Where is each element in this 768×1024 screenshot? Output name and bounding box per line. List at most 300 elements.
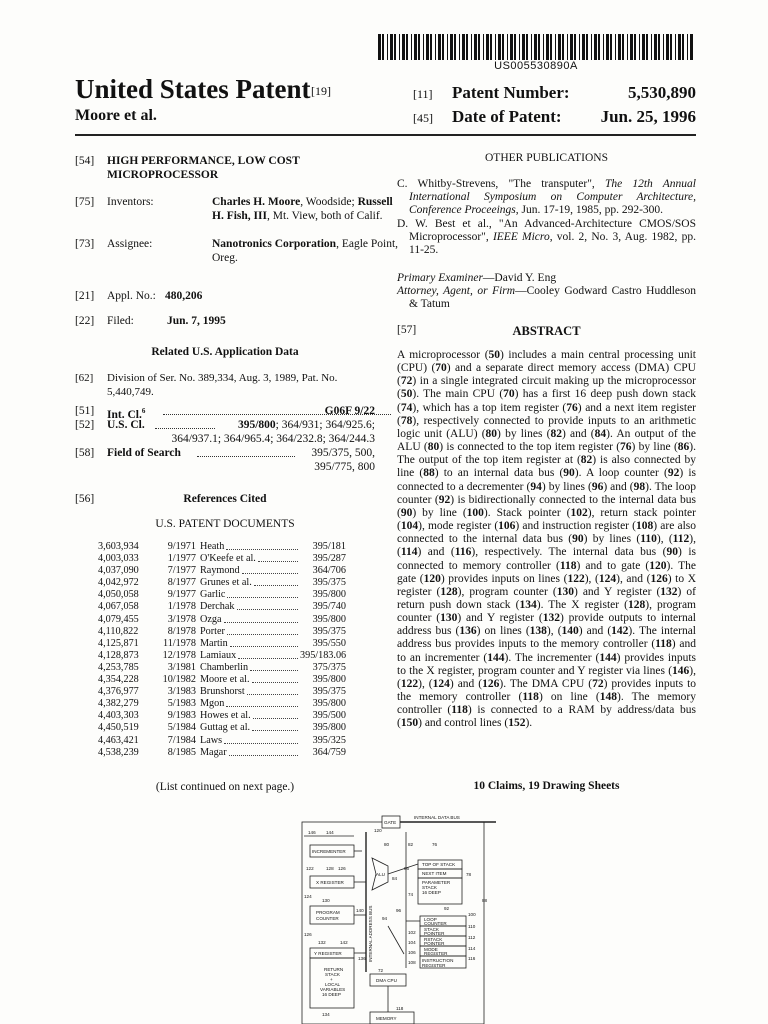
- patent-number-cell: 4,376,977: [98, 686, 139, 698]
- field-code: [51]: [75, 405, 95, 417]
- dot-leader: [224, 614, 299, 623]
- barcode-bar: [546, 34, 549, 60]
- barcode-bar: [394, 34, 396, 60]
- patent-date-cell: 9/1977: [167, 589, 196, 601]
- ref-numeral: 142: [340, 940, 348, 945]
- barcode-bar: [555, 34, 556, 60]
- ref-numeral: 140: [356, 908, 364, 913]
- parameter-stack-label: STACK: [422, 885, 437, 890]
- ref-numeral: 132: [318, 940, 326, 945]
- barcode-bar: [663, 34, 664, 60]
- barcode-bar: [390, 34, 393, 60]
- table-row: [98, 698, 346, 710]
- dot-leader: [237, 601, 298, 610]
- barcode-bar: [622, 34, 624, 60]
- patent-date-cell: 12/1978: [162, 649, 196, 661]
- patent-inventor-cell: [200, 698, 300, 710]
- barcode-bar: [430, 34, 432, 60]
- internal-address-bus-label: INTERNAL ADDRESS BUS: [368, 905, 373, 962]
- barcode-bar: [606, 34, 609, 60]
- patent-number-cell: 4,050,058: [98, 589, 139, 601]
- internal-data-bus-label: INTERNAL DATA BUS: [414, 815, 460, 820]
- inventor-name: Grunes et al.: [200, 577, 252, 589]
- table-row: [98, 662, 346, 674]
- patent-references-table: [98, 541, 346, 759]
- barcode-bar: [603, 34, 604, 60]
- return-stack-label: RETURN: [324, 967, 344, 972]
- barcode-bar: [591, 34, 592, 60]
- patent-date-row: [413, 107, 696, 127]
- dot-leader: [258, 553, 298, 562]
- patent-number-code: [11]: [413, 87, 433, 101]
- barcode-bar: [507, 34, 508, 60]
- patent-date-cell: 9/1983: [167, 710, 196, 722]
- inventor-name: Raymond: [200, 565, 240, 577]
- inventor-name: Martin: [200, 637, 228, 649]
- gate-label: GATE: [384, 820, 397, 825]
- patent-number-cell: 4,450,519: [98, 722, 139, 734]
- ref-numeral: 84: [392, 876, 398, 881]
- program-counter-box: [310, 906, 354, 924]
- patent-inventor-cell: [200, 674, 300, 686]
- dot-leader: [252, 674, 298, 683]
- division-text: 5,440,749.: [107, 385, 154, 398]
- barcode-bar: [459, 34, 460, 60]
- barcode-bar: [399, 34, 400, 60]
- inventor-name: Howes et al.: [200, 710, 251, 722]
- ref-numeral: 122: [306, 866, 314, 871]
- patent-class-cell: 395/800: [312, 589, 346, 601]
- inventor-name: O'Keefe et al.: [200, 553, 256, 565]
- field-label: Assignee:: [107, 238, 153, 250]
- patent-class-cell: 395/375: [312, 625, 346, 637]
- barcode-bar: [658, 34, 660, 60]
- dot-leader: [226, 541, 298, 550]
- barcode-bar: [406, 34, 408, 60]
- patent-date-cell: 5/1984: [167, 722, 196, 734]
- table-row: [98, 541, 346, 553]
- patent-date-cell: 8/1978: [167, 625, 196, 637]
- connector: [388, 926, 404, 954]
- alu-label: ALU: [376, 872, 385, 877]
- return-stack-label: VARIABLES: [320, 987, 346, 992]
- us-cl-value: ; 364/931; 364/925.6;: [275, 419, 375, 431]
- inventor-name: Porter: [200, 625, 225, 637]
- table-row: [98, 565, 346, 577]
- field-code: [58]: [75, 447, 95, 459]
- instruction-register-label: REGISTER: [422, 963, 446, 968]
- publication-entry: [397, 178, 696, 218]
- ref-numeral: 112: [468, 935, 476, 940]
- barcode-bar: [646, 34, 648, 60]
- patent-date-cell: 3/1981: [167, 661, 196, 673]
- ref-numeral: 74: [408, 892, 414, 897]
- assignee-location: Oreg.: [212, 251, 238, 264]
- patent-number-cell: 4,079,455: [98, 613, 139, 625]
- dot-leader: [229, 747, 298, 756]
- field-code: [75]: [75, 196, 95, 208]
- inventor-name: H. Fish, III: [212, 209, 267, 222]
- patent-number-cell: 4,128,873: [98, 649, 139, 661]
- patent-inventor-cell: [200, 722, 300, 734]
- patent-number-cell: 4,354,228: [98, 674, 139, 686]
- dot-leader: [238, 650, 298, 659]
- dot-leader: [224, 735, 298, 744]
- inventor-name: Mgon: [200, 698, 225, 710]
- barcode-bar: [654, 34, 657, 60]
- return-stack-label: STACK: [325, 972, 340, 977]
- ref-numeral: 92: [444, 906, 450, 911]
- parameter-stack-label: 16 DEEP: [422, 890, 441, 895]
- dot-leader: [247, 686, 298, 695]
- ref-numeral: 104: [408, 940, 416, 945]
- barcode-bar: [598, 34, 600, 60]
- barcode-bar: [510, 34, 513, 60]
- pub-author-title: D. W. Best et al., "An Advanced-Architecture CMOS/SOS Microprocessor",: [397, 217, 696, 243]
- memory-label: MEMORY: [376, 1016, 397, 1021]
- barcode-bar: [594, 34, 597, 60]
- patent-date-cell: 3/1983: [167, 686, 196, 698]
- field-label: Field of Search: [107, 447, 181, 459]
- barcode-bar: [478, 34, 480, 60]
- patent-number-cell: 4,003,033: [98, 553, 139, 565]
- patent-class-cell: 395/800: [312, 722, 346, 734]
- inventor-name: Guttag et al.: [200, 722, 251, 734]
- patent-number-cell: 4,067,058: [98, 601, 139, 613]
- other-pubs-list: [397, 178, 696, 257]
- parameter-stack-label: PARAMETER: [422, 880, 451, 885]
- patent-class-cell: 395/740: [312, 601, 346, 613]
- patent-class-cell: 375/375: [312, 661, 346, 673]
- publication-entry: [397, 218, 696, 258]
- barcode-bar: [615, 34, 616, 60]
- ref-numeral: 120: [374, 828, 382, 833]
- patent-class-cell: 395/287: [312, 553, 346, 565]
- barcode-bar: [678, 34, 681, 60]
- ref-numeral: 72: [378, 968, 384, 973]
- ref-numeral: 130: [322, 898, 330, 903]
- barcode-bar: [426, 34, 429, 60]
- barcode-bar: [582, 34, 585, 60]
- ref-numeral: 102: [408, 930, 416, 935]
- ref-numeral: 108: [408, 960, 416, 965]
- barcode-bar: [534, 34, 537, 60]
- patent-number: 5,530,890: [628, 83, 696, 102]
- barcode-bar: [402, 34, 405, 60]
- loop-counter-label: COUNTER: [424, 921, 447, 926]
- dot-leader: [253, 710, 298, 719]
- table-row: [98, 638, 346, 650]
- barcode-bar: [538, 34, 540, 60]
- barcode-bar: [522, 34, 525, 60]
- inventor-name: Charles H. Moore: [212, 196, 301, 208]
- field-label: Int. Cl.: [107, 408, 142, 421]
- patent-class-cell: 395/183.06: [300, 649, 347, 661]
- barcode-bar: [498, 34, 501, 60]
- ref-numeral: 126: [304, 932, 312, 937]
- ref-numeral: 80: [384, 842, 390, 847]
- pub-venue: IEEE Micro: [492, 230, 550, 243]
- patent-class-cell: 395/375: [312, 686, 346, 698]
- barcode-bar: [642, 34, 645, 60]
- dot-leader: [155, 419, 215, 429]
- patent-date-cell: 8/1977: [167, 577, 196, 589]
- ref-numeral: 78: [466, 872, 472, 877]
- invention-title-line2: MICROPROCESSOR: [107, 168, 219, 181]
- patent-class-cell: 395/181: [312, 541, 346, 552]
- block-diagram: [296, 812, 536, 1024]
- patent-class-cell: 395/500: [312, 710, 346, 722]
- barcode-bar: [466, 34, 468, 60]
- pub-venue: The 12th Annual International Symposium on Computer Architecture, Conference Proceeings: [409, 178, 696, 217]
- attorney-label: Attorney, Agent, or Firm: [397, 285, 516, 298]
- abstract-body: [397, 349, 696, 731]
- patent-class-cell: 395/800: [312, 674, 346, 686]
- patent-inventor-cell: [200, 577, 300, 589]
- barcode-bar: [435, 34, 436, 60]
- patent-date: Jun. 25, 1996: [600, 107, 696, 126]
- assignee-location: , Eagle Point,: [336, 238, 399, 250]
- table-row: [98, 601, 346, 613]
- barcode-bar: [558, 34, 561, 60]
- ref-numeral: 118: [396, 1006, 404, 1011]
- barcode-bar: [442, 34, 444, 60]
- patent-number-cell: 4,110,822: [98, 625, 139, 637]
- barcode-bar: [670, 34, 672, 60]
- field-code: [21]: [75, 290, 95, 302]
- mode-register-label: MODE: [424, 947, 438, 952]
- barcode-bar: [414, 34, 417, 60]
- patent-inventor-cell: [200, 589, 300, 601]
- examiner-label: Primary Examiner: [397, 272, 483, 284]
- barcode-bar: [382, 34, 384, 60]
- dot-leader: [227, 626, 298, 635]
- pub-author-title: C. Whitby-Strevens, "The transputer",: [397, 178, 605, 190]
- table-row: [98, 589, 346, 601]
- program-counter-label: COUNTER: [316, 916, 339, 921]
- us-docs-heading: U.S. PATENT DOCUMENTS: [155, 518, 295, 530]
- inventor-name: Lamiaux: [200, 649, 237, 661]
- barcode-bar: [514, 34, 516, 60]
- examiner-name: —David Y. Eng: [482, 272, 557, 284]
- other-pubs-heading: OTHER PUBLICATIONS: [485, 152, 608, 164]
- patent-inventor-cell: [200, 747, 300, 759]
- program-counter-label: PROGRAM: [316, 910, 340, 915]
- primary-examiner: [397, 272, 696, 285]
- patent-number-cell: 4,042,972: [98, 577, 139, 589]
- barcode-bar: [471, 34, 472, 60]
- barcode-bar: [543, 34, 544, 60]
- barcode-bar: [447, 34, 448, 60]
- patent-date-cell: 8/1985: [167, 746, 196, 758]
- document-title: United States Patent: [75, 74, 311, 104]
- field-code: [62]: [75, 372, 94, 384]
- pub-details: , vol. 2, No. 3, Aug. 1982, pp. 11-25.: [409, 230, 696, 257]
- barcode-bar: [462, 34, 465, 60]
- barcode-bar: [378, 34, 381, 60]
- attorney-name: —Cooley Godward Castro Huddleson & Tatum: [409, 285, 696, 311]
- ref-numeral: 126: [338, 866, 346, 871]
- division-text: Division of Ser. No. 389,334, Aug. 3, 1989, Pat. No.: [107, 372, 338, 384]
- patent-number-cell: 4,463,421: [98, 734, 139, 746]
- barcode-bar: [586, 34, 588, 60]
- abstract-text: A microprocessor (50) includes a main central processing unit (CPU) (70) and a separate direct memory access (DMA) CPU (72) in a single integrated circuit making up the microprocessor (50). The main CPU (70) has a first 16 deep push down stack (74), which has a top item register (76) and a next item register (78), respectively connected to provide inputs to an arithmetic logic unit (ALU) (80) by lines (82) and (84). An output of the ALU (80) is connected to the top item register (76) by line (86). The output of the top item register at (82) is also connected by line (88) to an internal data bus (90). A loop counter (92) is connected to a decrementer (94) by lines (96) and (98). The loop counter (92) is bidirectionally connected to the internal data bus (90) by line (100). Stack pointer (102), return stack pointer (104), mode register (106) and instruction register (108) are also connected to the internal data bus (90) by lines (110), (112), (114) and (116), respectively. The internal data bus (90) is connected to memory controller (118) and to gate (120). The gate (120) provides inputs on lines (122), (124), and (126) to X register (128), program counter (130) and Y register (132) of return push down stack (134). The X register (128), program counter (130) and Y register (132) provide outputs to internal address bus (136) on lines (138), (140) and (142). The internal address bus provides inputs to the memory controller (118) and to an incrementer (144). The incrementer (144) provides inputs to the X register, program counter and Y register via lines (146), (122), (124) and (126). The DMA CPU (72) provides inputs to the memory controller (118) on line (148). The memory controller (118) is connected to a RAM by address/data bus (150) and control lines (152).: [397, 349, 697, 730]
- ref-numeral: 88: [482, 898, 488, 903]
- pub-details: , Jun. 17-19, 1985, pp. 292-300.: [515, 204, 664, 217]
- patent-number-cell: 4,538,239: [98, 746, 139, 758]
- barcode-bar: [690, 34, 693, 60]
- patent-date-cell: 1/1977: [167, 553, 196, 565]
- barcode-bar: [562, 34, 564, 60]
- patent-number-cell: 4,125,871: [98, 637, 139, 649]
- patent-number-cell: 3,603,934: [98, 541, 139, 552]
- related-data-heading: Related U.S. Application Data: [151, 346, 299, 358]
- x-register-label: X REGISTER: [316, 880, 344, 885]
- search-value: 395/775, 800: [314, 460, 375, 473]
- appl-number: 480,206: [165, 290, 203, 302]
- claims-summary: 10 Claims, 19 Drawing Sheets: [473, 780, 620, 792]
- ref-numeral: 96: [396, 908, 402, 913]
- patent-date-cell: 5/1983: [167, 698, 196, 710]
- ref-numeral: 82: [408, 842, 414, 847]
- patent-inventor-cell: [200, 735, 300, 747]
- patent-inventor-cell: [200, 614, 300, 626]
- return-stack-label: LOCAL: [325, 982, 341, 987]
- inventor-name: Brunshorst: [200, 686, 245, 698]
- table-row: [98, 735, 346, 747]
- return-stack-label: +: [330, 977, 333, 982]
- barcode-bar: [574, 34, 576, 60]
- patent-class-cell: 395/800: [312, 613, 346, 625]
- table-row: [98, 686, 346, 698]
- patent-class-cell: 395/800: [312, 698, 346, 710]
- field-code: [22]: [75, 315, 95, 327]
- assignee-name: Nanotronics Corporation: [212, 238, 337, 250]
- patent-inventor-cell: [200, 662, 300, 674]
- return-stack-label: 16 DEEP: [322, 992, 341, 997]
- us-cl-value: 395/800: [237, 419, 276, 431]
- filed-date: Jun. 7, 1995: [167, 315, 226, 327]
- attorney: [397, 285, 696, 311]
- field-code: [56]: [75, 493, 95, 505]
- barcode-bar: [682, 34, 684, 60]
- incrementer-label: INCREMENTER: [312, 849, 346, 854]
- barcode-bar: [483, 34, 484, 60]
- patent-date-cell: 7/1977: [167, 565, 196, 577]
- barcode-bar: [450, 34, 453, 60]
- table-row: [98, 747, 346, 759]
- table-row: [98, 722, 346, 734]
- rstack-pointer-label: POINTER: [424, 941, 445, 946]
- mode-register-label: REGISTER: [424, 951, 448, 956]
- patent-class-cell: 364/706: [312, 565, 346, 577]
- header-rule: [75, 134, 696, 136]
- dot-leader: [254, 577, 298, 586]
- dot-leader: [197, 447, 295, 457]
- patent-inventor-cell: [200, 626, 300, 638]
- barcode-bar: [618, 34, 621, 60]
- barcode-bar: [579, 34, 580, 60]
- examiners: [397, 272, 696, 312]
- patent-date-label: Date of Patent:: [452, 107, 562, 126]
- barcode-bar: [411, 34, 412, 60]
- barcode-bar: [610, 34, 612, 60]
- next-item-label: NEXT ITEM: [422, 871, 447, 876]
- patent-date-cell: 9/1971: [167, 541, 196, 552]
- dot-leader: [226, 698, 298, 707]
- inventor-name: Derchak: [200, 601, 235, 613]
- ref-numeral: 146: [308, 830, 316, 835]
- barcode-bar: [550, 34, 552, 60]
- rstack-pointer-label: RSTACK: [424, 937, 443, 942]
- patent-inventor-cell: [200, 710, 300, 722]
- field-code: [73]: [75, 238, 95, 250]
- patent-class-cell: 395/375: [312, 577, 346, 589]
- loop-counter-label: LOOP: [424, 917, 437, 922]
- patent-date-cell: 11/1978: [162, 637, 196, 649]
- barcode-bar: [454, 34, 456, 60]
- search-value: 395/375, 500,: [311, 447, 375, 459]
- barcode-bar: [526, 34, 528, 60]
- patent-inventor-cell: [200, 541, 300, 553]
- barcode-bar: [627, 34, 628, 60]
- barcode-bar: [630, 34, 633, 60]
- us-cl-value: 364/937.1; 364/965.4; 364/232.8; 364/244.3: [171, 432, 375, 445]
- patent-inventor-cell: [200, 553, 300, 565]
- instruction-register-label: INSTRUCTION: [422, 958, 454, 963]
- ref-numeral: 116: [468, 956, 476, 961]
- ref-numeral: 136: [358, 956, 366, 961]
- int-cl-value: G06F 9/22: [324, 405, 375, 417]
- authors: Moore et al.: [75, 107, 157, 124]
- barcode-bar: [387, 34, 388, 60]
- patent-number-cell: 4,403,303: [98, 710, 139, 722]
- field-label: Filed:: [107, 315, 134, 327]
- inventor-name: Chamberlin: [200, 661, 249, 673]
- patent-date-cell: 10/1982: [162, 674, 196, 686]
- title-code: [19]: [311, 84, 331, 98]
- ref-numeral: 124: [304, 894, 312, 899]
- table-row: [98, 614, 346, 626]
- barcode-bar: [495, 34, 496, 60]
- barcode-bar: [490, 34, 492, 60]
- inventor-name: Moore et al.: [200, 674, 250, 686]
- field-label-sup: 6: [141, 407, 146, 415]
- table-row: [98, 674, 346, 686]
- barcode-bar: [651, 34, 652, 60]
- dma-cpu-label: DMA CPU: [376, 978, 397, 983]
- barcode-bar: [687, 34, 688, 60]
- table-row: [98, 553, 346, 565]
- top-of-stack-label: TOP OF STACK: [422, 862, 456, 867]
- ref-numeral: 86: [404, 866, 410, 871]
- patent-date-cell: 3/1978: [167, 613, 196, 625]
- dot-leader: [252, 722, 298, 731]
- barcode-bar: [639, 34, 640, 60]
- field-label: Appl. No.:: [107, 290, 156, 302]
- barcode-bar: [570, 34, 573, 60]
- barcode-bar: [474, 34, 477, 60]
- ref-numeral: 94: [382, 916, 388, 921]
- patent-class-cell: 395/550: [312, 637, 346, 649]
- inventor-location: , Woodside;: [300, 196, 358, 208]
- patent-number-cell: 4,382,279: [98, 698, 139, 710]
- field-code: [54]: [75, 155, 95, 167]
- patent-class-cell: 395/325: [312, 734, 346, 746]
- stack-pointer-label: STACK: [424, 927, 439, 932]
- field-code: [52]: [75, 419, 95, 431]
- table-row: [98, 710, 346, 722]
